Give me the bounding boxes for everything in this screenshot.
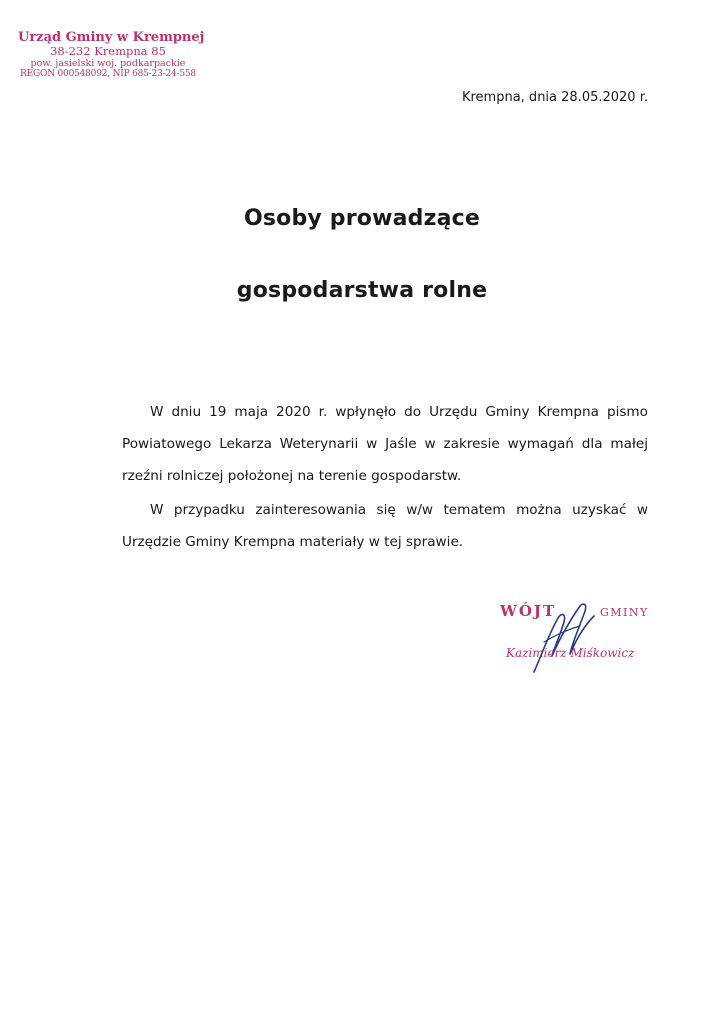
stamp-region: pow. jasielski woj. podkarpackie xyxy=(30,58,186,69)
handwritten-signature-icon xyxy=(514,596,624,676)
signature-stamp-role-suffix: GMINY xyxy=(600,606,649,619)
stamp-address: 38-232 Krempna 85 xyxy=(50,44,166,58)
place-and-date: Krempna, dnia 28.05.2020 r. xyxy=(461,90,648,105)
signature-block xyxy=(496,596,666,676)
signature-stamp-name: Kazimierz Miśkowicz xyxy=(506,646,635,660)
document-title-line-1: Osoby prowadzące xyxy=(243,206,481,231)
stamp-registry-ids: REGON 000548092, NIP 685-23-24-558 xyxy=(20,69,196,79)
document-title-line-2: gospodarstwa rolne xyxy=(236,278,488,303)
stamp-office-name: Urząd Gminy w Krempnej xyxy=(18,30,205,45)
paragraph-text: W przypadku zainteresowania się w/w tematem można uzyskać w Urzędzie Gminy Krempna materiały w tej sprawie. xyxy=(122,502,648,550)
body-paragraph-2 xyxy=(122,494,648,562)
paragraph-text: W dniu 19 maja 2020 r. wpłynęło do Urzędu Gminy Krempna pismo Powiatowego Lekarza Weterynarii w Jaśle w zakresie wymagań dla małej rzeźni rolniczej położonej na terenie gospodarstw. xyxy=(122,404,648,484)
body-paragraph-1 xyxy=(122,396,648,496)
office-stamp xyxy=(18,30,205,80)
signature-stamp-role: WÓJT xyxy=(500,602,557,620)
